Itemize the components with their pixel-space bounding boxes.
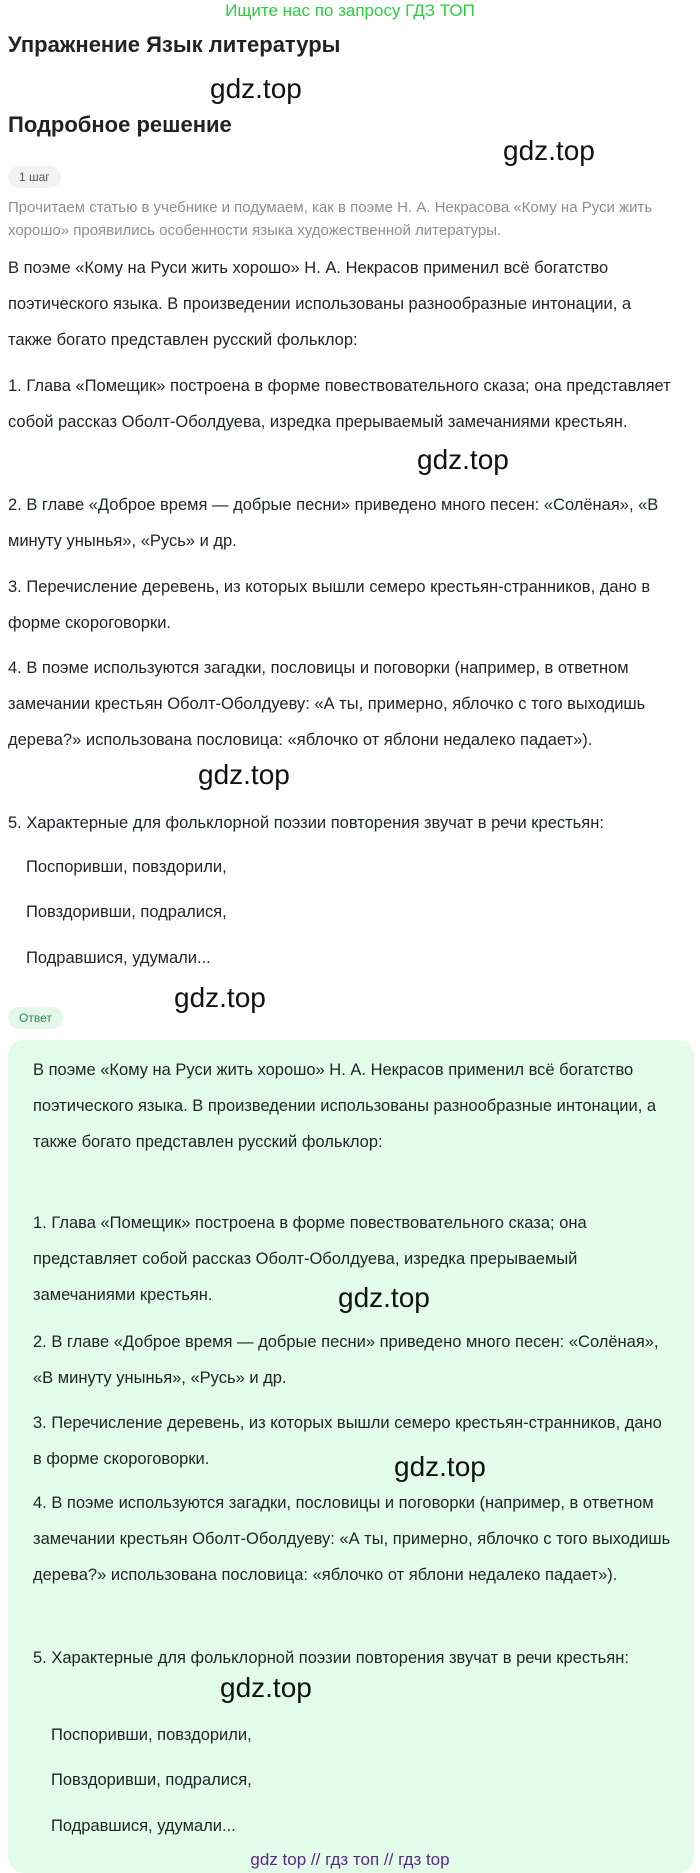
page-title: Упражнение Язык литературы xyxy=(8,32,341,57)
answer-paragraph: 5. Характерные для фольклорной поэзии повторения звучат в речи крестьян: xyxy=(33,1649,629,1667)
verse-line: Поспоривши, повздорили, xyxy=(26,858,227,876)
answer-paragraph: 3. Перечисление деревень, из которых вышли семеро крестьян-странников, дано в форме скороговорки. xyxy=(33,1414,662,1468)
solution-paragraph: В поэме «Кому на Руси жить хорошо» Н. А. Некрасов применил всё богатство поэтического языка. В произведении использованы разнообразные интонации, а также богато представлен русский фольклор: xyxy=(8,259,632,349)
watermark: gdz.top xyxy=(503,135,595,166)
answer-paragraph: 2. В главе «Доброе время — добрые песни» приведено много песен: «Солёная», «В минуту унынья», «Русь» и др. xyxy=(33,1333,659,1387)
solution-paragraph: 1. Глава «Помещик» построена в форме повествовательного сказа; она представляет собой рассказ Оболт-Оболдуева, изредка прерываемый замечаниями крестьян. xyxy=(8,377,671,431)
verse-line: Поспоривши, повздорили, xyxy=(51,1726,252,1744)
watermark: gdz.top xyxy=(198,759,290,790)
watermark: gdz.top xyxy=(394,1451,486,1482)
solution-paragraph: 2. В главе «Доброе время — добрые песни» приведено много песен: «Солёная», «В минуту унынья», «Русь» и др. xyxy=(8,496,659,550)
solution-paragraph: 4. В поэме используются загадки, пословицы и поговорки (например, в ответном замечании крестьян Оболт-Оболдуеву: «А ты, примерно, яблочко с того выходишь дерева?» использована пословица: «яблочко от яблони недалеко падает»). xyxy=(8,659,646,749)
verse-line: Подравшися, удумали... xyxy=(26,949,211,967)
verse-line: Подравшися, удумали... xyxy=(51,1817,236,1835)
step-badge: 1 шаг xyxy=(8,166,61,188)
solution-paragraph: 5. Характерные для фольклорной поэзии повторения звучат в речи крестьян: xyxy=(8,814,604,832)
answer-badge: Ответ xyxy=(8,1007,63,1029)
footer-links[interactable]: gdz top // гдз топ // гдз top xyxy=(250,1850,450,1869)
verse-line: Повздоривши, подралися, xyxy=(51,1771,252,1789)
watermark: gdz.top xyxy=(174,982,266,1013)
watermark: gdz.top xyxy=(417,444,509,475)
top-banner[interactable]: Ищите нас по запросу ГДЗ ТОП xyxy=(225,1,475,20)
watermark: gdz.top xyxy=(210,73,302,104)
answer-paragraph: 1. Глава «Помещик» построена в форме повествовательного сказа; она представляет собой рассказ Оболт-Оболдуева, изредка прерываемый замечаниями крестьян. xyxy=(33,1214,587,1304)
watermark: gdz.top xyxy=(220,1672,312,1703)
verse-line: Повздоривши, подралися, xyxy=(26,903,227,921)
answer-paragraph: 4. В поэме используются загадки, пословицы и поговорки (например, в ответном замечании крестьян Оболт-Оболдуеву: «А ты, примерно, яблочко с того выходишь дерева?» использована пословица: «яблочко от яблони недалеко падает»). xyxy=(33,1494,671,1584)
solution-paragraph: 3. Перечисление деревень, из которых вышли семеро крестьян-странников, дано в форме скороговорки. xyxy=(8,578,651,632)
watermark: gdz.top xyxy=(338,1282,430,1313)
solution-title: Подробное решение xyxy=(8,112,232,137)
answer-paragraph: В поэме «Кому на Руси жить хорошо» Н. А. Некрасов применил всё богатство поэтического языка. В произведении использованы разнообразные интонации, а также богато представлен русский фольклор: xyxy=(33,1061,657,1151)
solution-note: Прочитаем статью в учебнике и подумаем, как в поэме Н. А. Некрасова «Кому на Руси жить хорошо» проявились особенности языка художественной литературы. xyxy=(8,199,653,239)
